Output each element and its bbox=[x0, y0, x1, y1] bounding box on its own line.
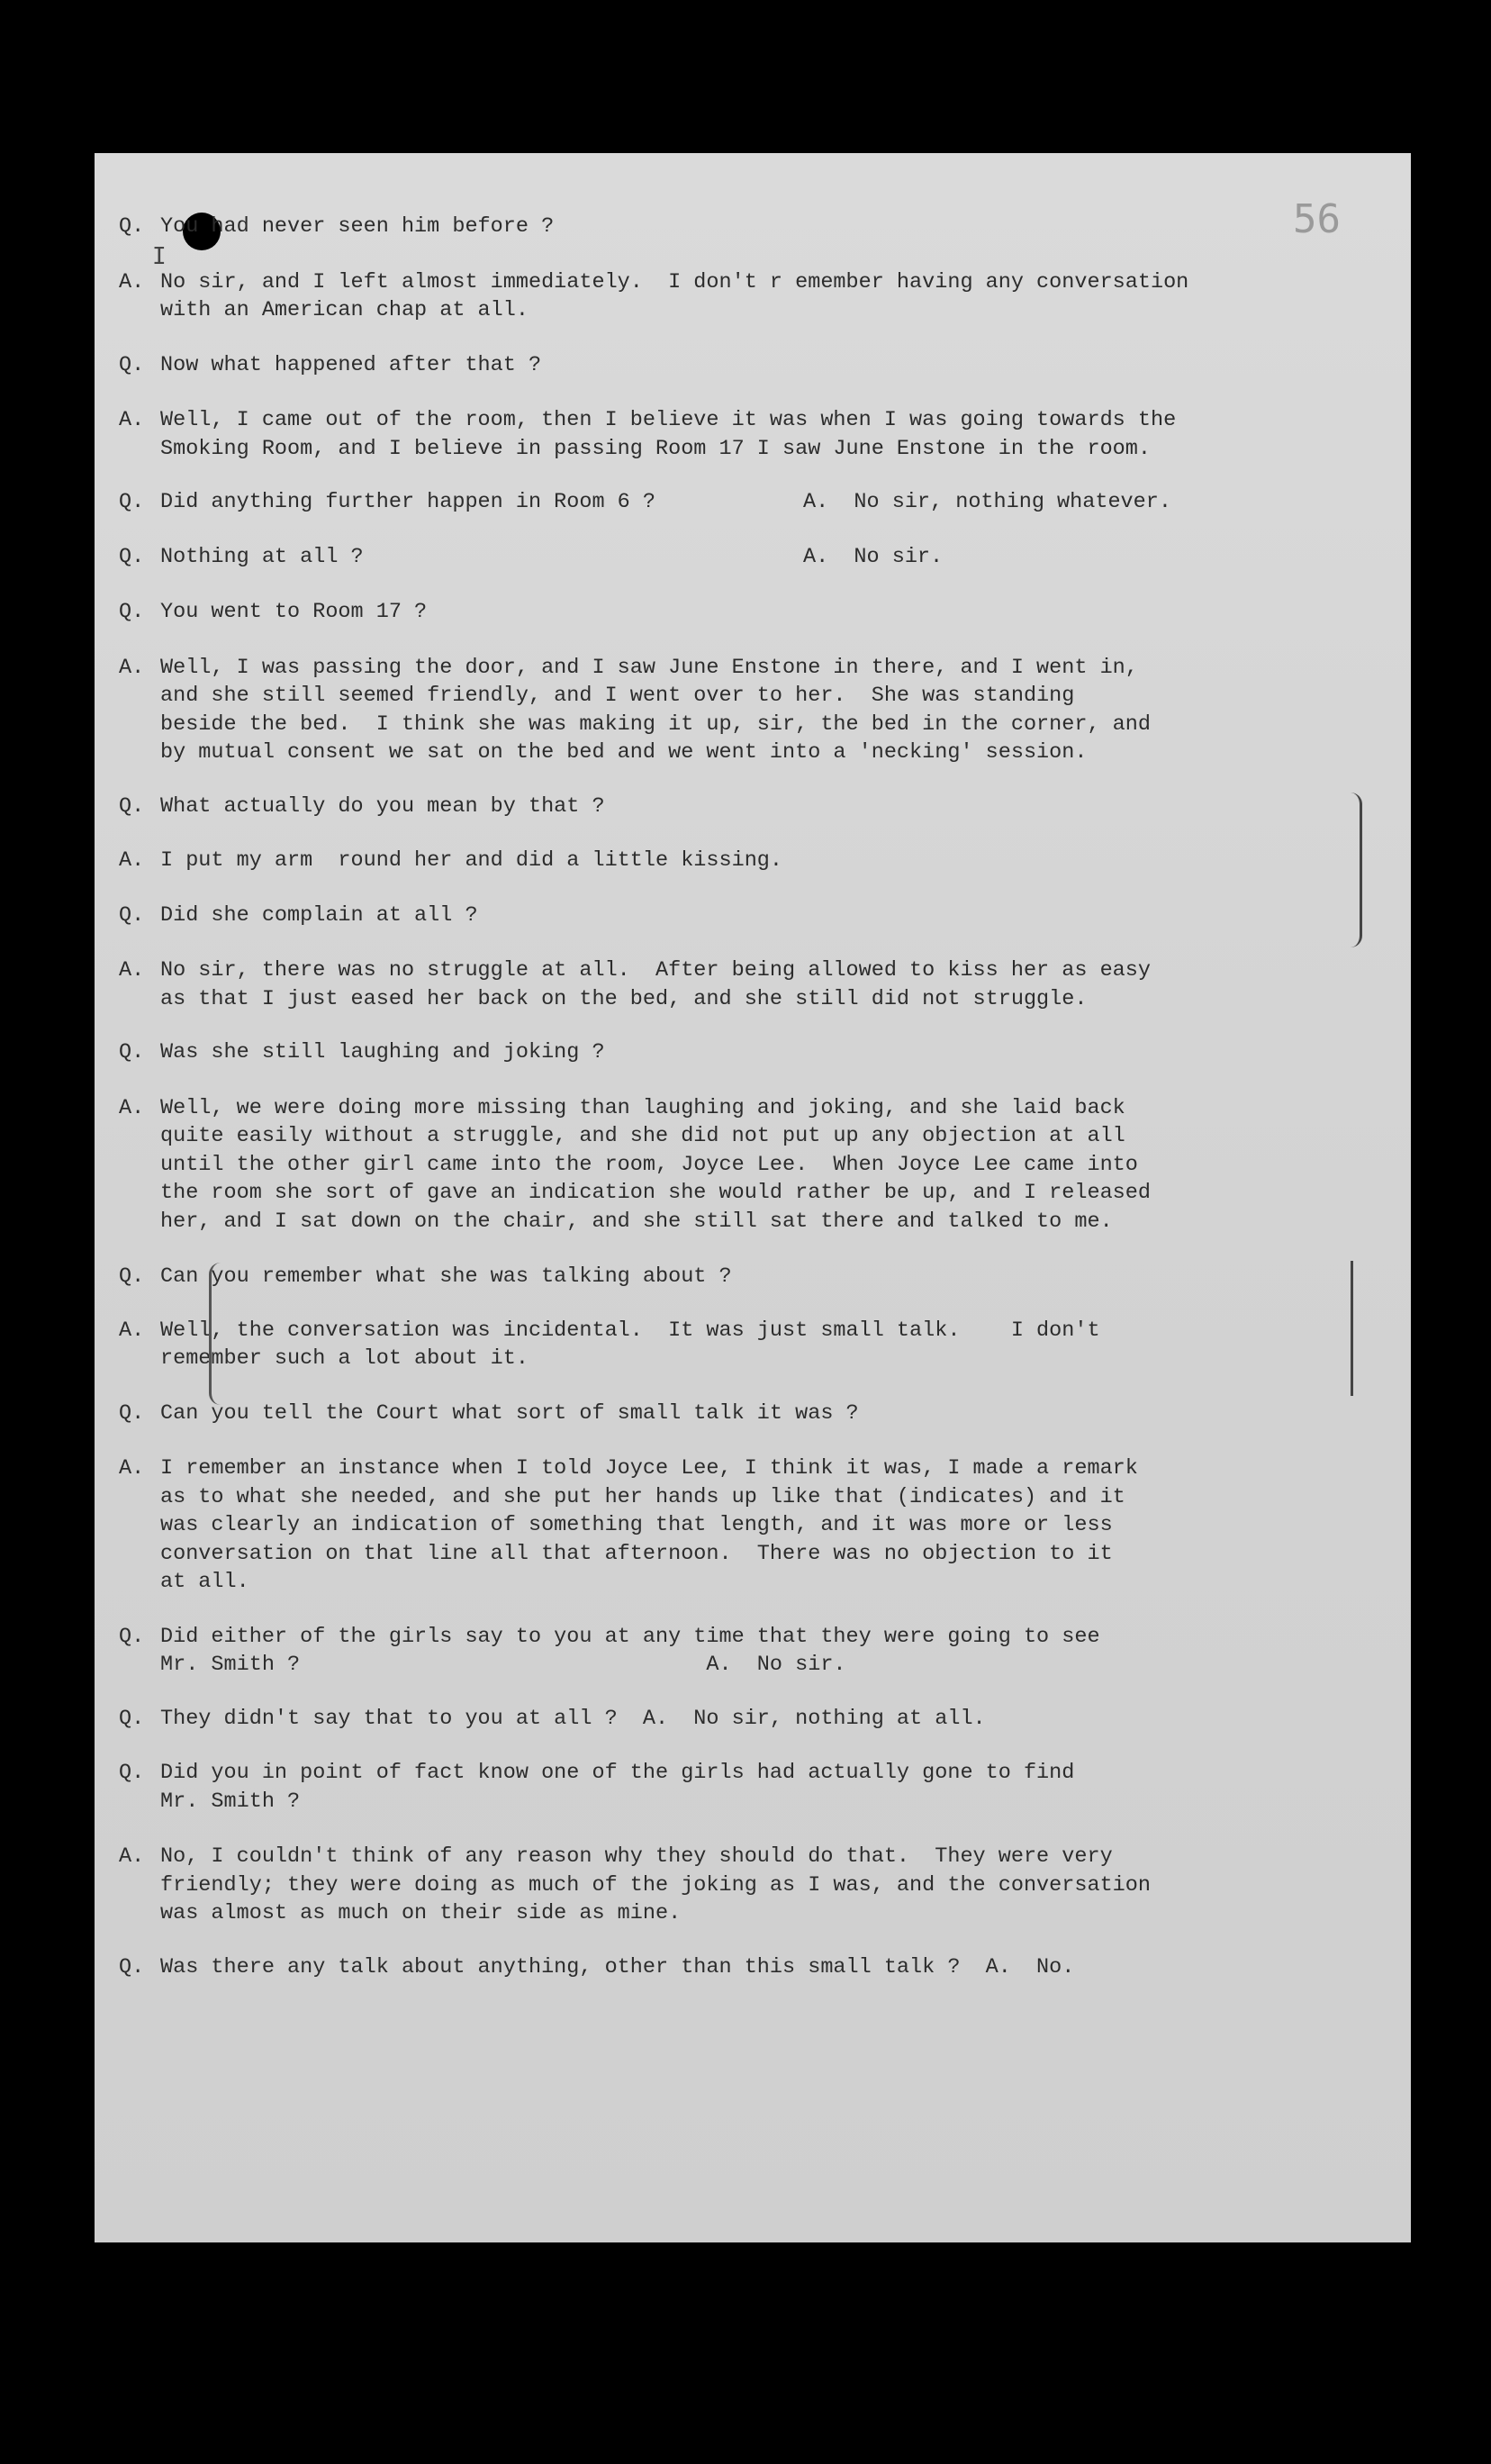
entry-text bbox=[160, 1843, 1280, 1928]
text-line: conversation on that line all that afternoon. There was no objection to it bbox=[160, 1541, 1113, 1566]
text-line: Did anything further happen in Room 6 ? bbox=[160, 490, 655, 514]
entry-text bbox=[160, 543, 1280, 572]
question-entry bbox=[119, 1759, 1280, 1816]
text-line: until the other girl came into the room, Joyce Lee. When Joyce Lee came into bbox=[160, 1152, 1138, 1177]
text-line: Well, I came out of the room, then I believe it was when I was going towards the bbox=[160, 408, 1177, 432]
text-line: Now what happened after that ? bbox=[160, 352, 542, 377]
text-line: quite easily without a struggle, and she did not put up any objection at all bbox=[160, 1124, 1125, 1148]
speaker-label: Q. bbox=[119, 1624, 145, 1649]
speaker-label: Q. bbox=[119, 902, 145, 928]
entry-text bbox=[160, 351, 1280, 380]
question-entry bbox=[119, 1400, 1280, 1428]
answer-entry bbox=[119, 1094, 1280, 1237]
entry-text bbox=[160, 1953, 1280, 1982]
margin-bracket-right-2 bbox=[1342, 1261, 1353, 1396]
entry-text bbox=[160, 1317, 1280, 1373]
speaker-label: Q. bbox=[119, 352, 145, 377]
speaker-label: A. bbox=[119, 848, 145, 873]
text-line: by mutual consent we sat on the bed and we went into a 'necking' session. bbox=[160, 740, 1088, 765]
text-line: No sir, there was no struggle at all. After being allowed to kiss her as easy bbox=[160, 958, 1151, 983]
text-line: as to what she needed, and she put her hands up like that (indicates) and it bbox=[160, 1484, 1125, 1509]
text-line: No sir, and I left almost immediately. I don't r emember having any conversation bbox=[160, 269, 1189, 294]
entry-text bbox=[160, 1400, 1280, 1428]
text-line: You had never seen him before ? bbox=[160, 214, 555, 239]
speaker-label: Q. bbox=[119, 490, 145, 514]
text-line: Was there any talk about anything, other than this small talk ? A. No. bbox=[160, 1954, 1075, 1979]
text-line: They didn't say that to you at all ? A. No sir, nothing at all. bbox=[160, 1706, 986, 1731]
text-line: I remember an instance when I told Joyce Lee, I think it was, I made a remark bbox=[160, 1456, 1138, 1481]
text-line: Well, we were doing more missing than laughing and joking, and she laid back bbox=[160, 1095, 1125, 1120]
text-line: Did she complain at all ? bbox=[160, 902, 478, 928]
answer-entry bbox=[119, 847, 1280, 875]
question-entry bbox=[119, 1953, 1280, 1982]
entry-text bbox=[160, 901, 1280, 930]
answer-entry bbox=[119, 268, 1280, 325]
margin-mark: I bbox=[152, 243, 167, 270]
question-entry bbox=[119, 1705, 1280, 1734]
entry-text bbox=[160, 847, 1280, 875]
speaker-label: Q. bbox=[119, 793, 145, 819]
text-line: Did either of the girls say to you at any time that they were going to see bbox=[160, 1624, 1100, 1649]
answer-entry bbox=[119, 1454, 1280, 1597]
question-entry bbox=[119, 1038, 1280, 1067]
text-line: Did you in point of fact know one of the girls had actually gone to find bbox=[160, 1761, 1075, 1785]
text-line: No, I couldn't think of any reason why they should do that. They were very bbox=[160, 1844, 1113, 1869]
answer-entry bbox=[119, 956, 1280, 1013]
inline-answer: A. No sir, nothing whatever. bbox=[803, 490, 1171, 514]
text-line: Mr. Smith ? bbox=[160, 1789, 301, 1814]
margin-bracket-right bbox=[1351, 793, 1362, 947]
speaker-label: Q. bbox=[119, 214, 145, 239]
answer-entry bbox=[119, 1317, 1280, 1373]
entry-text bbox=[160, 268, 1280, 325]
inline-answer: A. No sir. bbox=[803, 544, 944, 569]
text-line: her, and I sat down on the chair, and she still sat there and talked to me. bbox=[160, 1209, 1113, 1234]
text-line: Was she still laughing and joking ? bbox=[160, 1040, 605, 1064]
speaker-label: A. bbox=[119, 655, 145, 680]
text-line: as that I just eased her back on the bed, and she still did not struggle. bbox=[160, 986, 1088, 1011]
question-entry bbox=[119, 598, 1280, 627]
entry-text bbox=[160, 1038, 1280, 1067]
question-entry bbox=[119, 213, 1280, 241]
text-line: beside the bed. I think she was making it up, sir, the bed in the corner, and bbox=[160, 711, 1151, 737]
text-line: the room she sort of gave an indication she would rather be up, and I released bbox=[160, 1181, 1151, 1205]
entry-text bbox=[160, 1623, 1280, 1680]
text-line: at all. bbox=[160, 1570, 249, 1594]
text-line: was clearly an indication of something that length, and it was more or less bbox=[160, 1513, 1113, 1537]
text-line: Smoking Room, and I believe in passing Room 17 I saw June Enstone in the room. bbox=[160, 436, 1151, 461]
speaker-label: Q. bbox=[119, 1706, 145, 1731]
entry-text bbox=[160, 793, 1280, 821]
answer-entry bbox=[119, 406, 1280, 463]
text-line: was almost as much on their side as mine. bbox=[160, 1901, 682, 1925]
speaker-label: A. bbox=[119, 1318, 145, 1343]
entry-text bbox=[160, 1759, 1280, 1816]
entry-text bbox=[160, 598, 1280, 627]
text-line: Can you remember what she was talking about ? bbox=[160, 1264, 732, 1289]
question-entry bbox=[119, 488, 1280, 517]
text-line: Nothing at all ? bbox=[160, 544, 364, 569]
entry-text bbox=[160, 406, 1280, 463]
question-entry bbox=[119, 1623, 1280, 1680]
entry-text bbox=[160, 1094, 1280, 1237]
entry-text bbox=[160, 654, 1280, 767]
speaker-label: A. bbox=[119, 1456, 145, 1481]
margin-bracket-left bbox=[209, 1263, 221, 1405]
answer-entry bbox=[119, 654, 1280, 767]
speaker-label: A. bbox=[119, 958, 145, 983]
entry-text bbox=[160, 1454, 1280, 1597]
text-line: friendly; they were doing as much of the joking as I was, and the conversation bbox=[160, 1872, 1151, 1898]
entry-text bbox=[160, 213, 1280, 241]
text-line: and she still seemed friendly, and I went over to her. She was standing bbox=[160, 684, 1075, 708]
question-entry bbox=[119, 351, 1280, 380]
speaker-label: Q. bbox=[119, 1400, 145, 1426]
speaker-label: Q. bbox=[119, 544, 145, 569]
text-line: You went to Room 17 ? bbox=[160, 600, 428, 624]
transcript-body bbox=[119, 213, 1280, 1981]
speaker-label: Q. bbox=[119, 1264, 145, 1289]
speaker-label: A. bbox=[119, 408, 145, 432]
speaker-label: Q. bbox=[119, 600, 145, 624]
text-line: Well, the conversation was incidental. It was just small talk. I don't bbox=[160, 1318, 1100, 1343]
speaker-label: Q. bbox=[119, 1761, 145, 1785]
entry-text bbox=[160, 1705, 1280, 1734]
answer-entry bbox=[119, 1843, 1280, 1928]
speaker-label: Q. bbox=[119, 1954, 145, 1979]
speaker-label: A. bbox=[119, 1844, 145, 1869]
speaker-label: Q. bbox=[119, 1040, 145, 1064]
entry-text bbox=[160, 956, 1280, 1013]
text-line: Mr. Smith ? A. No sir. bbox=[160, 1653, 846, 1677]
speaker-label: A. bbox=[119, 1095, 145, 1120]
speaker-label: A. bbox=[119, 269, 145, 294]
page-number: 56 bbox=[1293, 196, 1341, 242]
text-line: Well, I was passing the door, and I saw June Enstone in there, and I went in, bbox=[160, 655, 1138, 680]
question-entry bbox=[119, 793, 1280, 821]
text-line: I put my arm round her and did a little kissing. bbox=[160, 848, 783, 873]
entry-text bbox=[160, 1263, 1280, 1291]
text-line: remember such a lot about it. bbox=[160, 1346, 529, 1371]
text-line: Can you tell the Court what sort of small talk it was ? bbox=[160, 1400, 859, 1426]
question-entry bbox=[119, 901, 1280, 930]
text-line: What actually do you mean by that ? bbox=[160, 793, 605, 819]
question-entry bbox=[119, 1263, 1280, 1291]
text-line: with an American chap at all. bbox=[160, 298, 529, 322]
question-entry bbox=[119, 543, 1280, 572]
